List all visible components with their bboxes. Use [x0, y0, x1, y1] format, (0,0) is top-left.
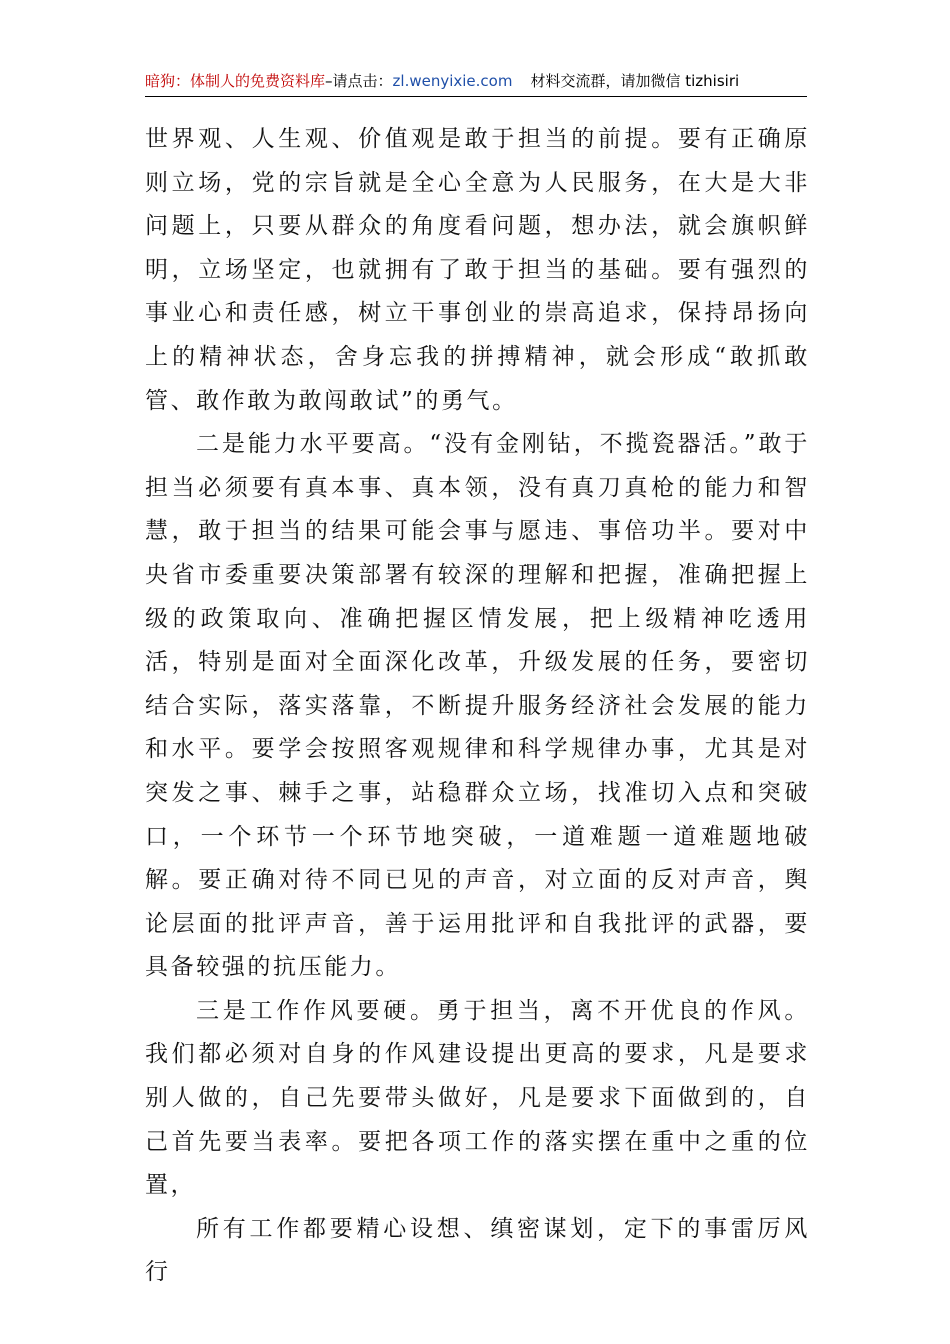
header-wechat-note: 材料交流群，请加微信 tizhisiri: [530, 72, 740, 90]
paragraph-ability: 二是能力水平要高。“没有金刚钻，不揽瓷器活。”敢于担当必须要有真本事、真本领，没有真刀真枪的能力和智慧，敢于担当的结果可能会事与愿违、事倍功半。要对中央省市委重要决策部署有较深的理解和把握，准确把握上级的政策取向、准确把握区情发展，把上级精神吃透用活，特别是面对全面深化改革，升级发展的任务，要密切结合实际，落实落靠，不断提升服务经济社会发展的能力和水平。要学会按照客观规律和科学规律办事，尤其是对突发之事、棘手之事，站稳群众立场，找准切入点和突破口，一个环节一个环节地突破，一道难题一道难题地破解。要正确对待不同已见的声音，对立面的反对声音，舆论层面的批评声音，善于运用批评和自我批评的武器，要具备较强的抗压能力。: [145, 431, 810, 981]
paragraph-continuation: 世界观、人生观、价值观是敢于担当的前提。要有正确原则立场，党的宗旨就是全心全意为人民服务，在大是大非问题上，只要从群众的角度看问题，想办法，就会旗帜鲜明，立场坚定，也就拥有了敢于担当的基础。要有强烈的事业心和责任感，树立干事创业的崇高追求，保持昂扬向上的精神状态，舍身忘我的拼搏精神，就会形成“敢抓敢管、敢作敢为敢闯敢试”的勇气。: [145, 126, 810, 414]
header-url-link[interactable]: zl.wenyixie.com: [392, 72, 513, 90]
paragraph-work-style: 三是工作作风要硬。勇于担当，离不开优良的作风。我们都必须对自身的作风建设提出更高的要求，凡是要求别人做的，自己先要带头做好，凡是要求下面做到的，自己首先要当表率。要把各项工作的落实摆在重中之重的位置，: [145, 997, 810, 1199]
header-click-prefix: –请点击：: [325, 72, 393, 90]
paragraph-planning: 所有工作都要精心设想、缜密谋划，定下的事雷厉风行: [145, 1215, 810, 1286]
header-divider: [145, 96, 807, 97]
header-brand: 暗狗：体制人的免费资料库: [145, 72, 326, 90]
page-header: [145, 68, 807, 94]
document-body: [145, 118, 810, 1295]
